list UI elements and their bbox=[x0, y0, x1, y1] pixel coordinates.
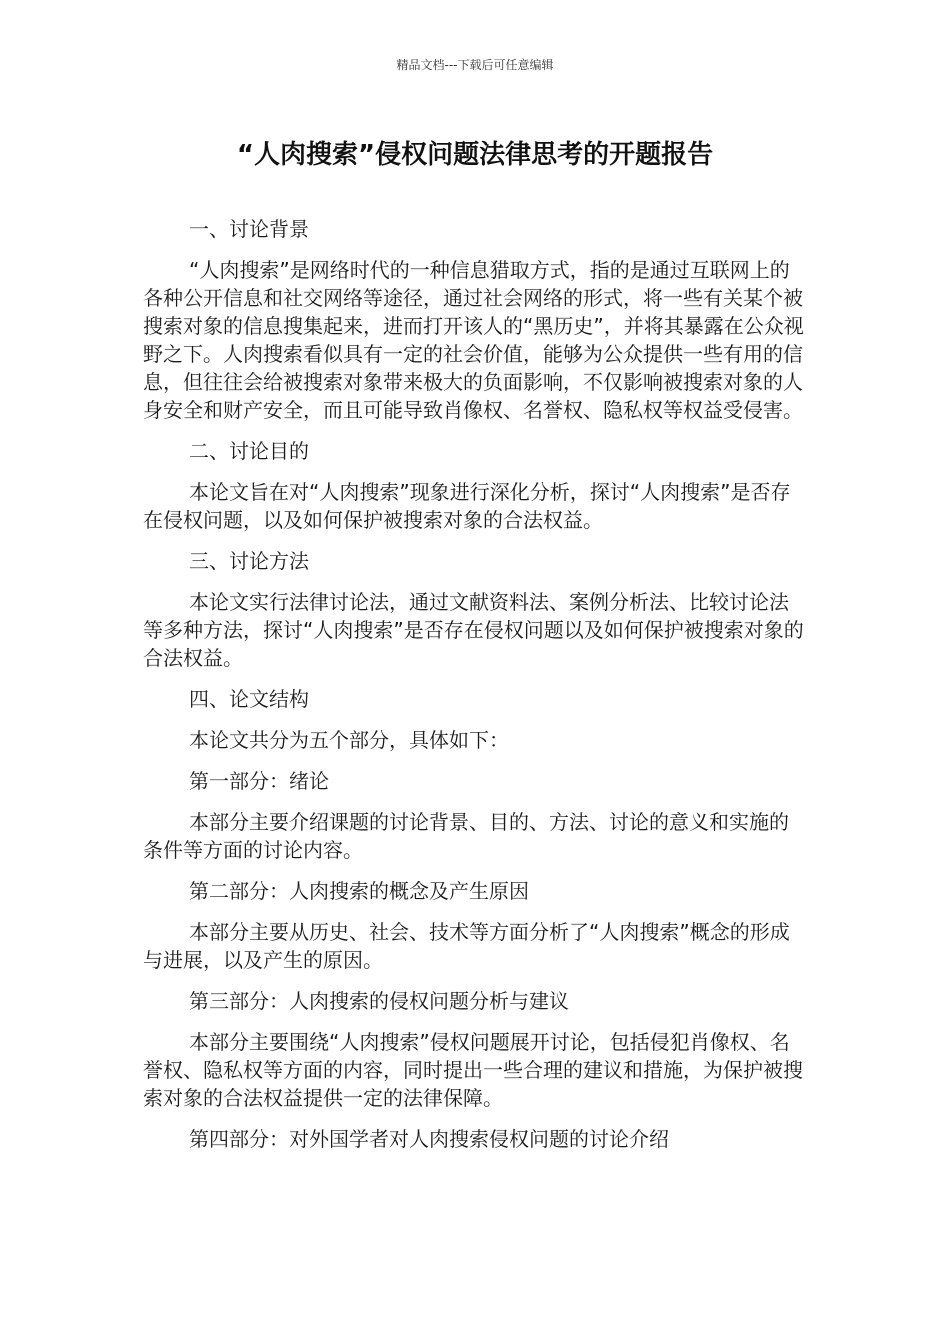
paragraph-purpose: 本论文旨在对“人肉搜索”现象进行深化分析，探讨“人肉搜索”是否存在侵权问题，以及如何保护被搜索对象的合法权益。 bbox=[143, 480, 791, 532]
section-heading-method: 三、讨论方法 bbox=[189, 549, 309, 573]
document-body bbox=[143, 215, 808, 1166]
header-note: 精品文档---下载后可任意编辑 bbox=[396, 58, 554, 72]
paragraph-background: “人肉搜索”是网络时代的一种信息猎取方式，指的是通过互联网上的各种公开信息和社交网络等途径，通过社会网络的形式，将一些有关某个被搜索对象的信息搜集起来，进而打开该人的“黑历史”，并将其暴露在公众视野之下。人肉搜索看似具有一定的社会价值，能够为公众提供一些有用的信息，但往往会给被搜索对象带来极大的负面影响，不仅影响被搜索对象的人身安全和财产安全，而且可能导致肖像权、名誉权、隐私权等权益受侵害。 bbox=[143, 258, 804, 422]
part-heading-3: 第三部分：人肉搜索的侵权问题分析与建议 bbox=[189, 989, 569, 1013]
section-heading-purpose: 二、讨论目的 bbox=[189, 439, 309, 463]
paragraph-part-2: 本部分主要从历史、社会、技术等方面分析了“人肉搜索”概念的形成与进展，以及产生的原因。 bbox=[143, 920, 790, 972]
part-heading-4: 第四部分：对外国学者对人肉搜索侵权问题的讨论介绍 bbox=[189, 1127, 669, 1151]
section-heading-background: 一、讨论背景 bbox=[189, 217, 309, 241]
part-heading-2: 第二部分：人肉搜索的概念及产生原因 bbox=[189, 879, 529, 903]
paragraph-method: 本论文实行法律讨论法，通过文献资料法、案例分析法、比较讨论法等多种方法，探讨“人肉搜索”是否存在侵权问题以及如何保护被搜索对象的合法权益。 bbox=[143, 590, 804, 670]
paragraph-part-3: 本部分主要围绕“人肉搜索”侵权问题展开讨论，包括侵犯肖像权、名誉权、隐私权等方面的内容，同时提出一些合理的建议和措施，为保护被搜索对象的合法权益提供一定的法律保障。 bbox=[143, 1030, 803, 1110]
paragraph-structure-intro: 本论文共分为五个部分，具体如下： bbox=[189, 728, 509, 752]
section-heading-structure: 四、论文结构 bbox=[189, 687, 309, 711]
part-heading-1: 第一部分：绪论 bbox=[189, 769, 329, 793]
document-title: “人肉搜索”侵权问题法律思考的开题报告 bbox=[236, 140, 714, 170]
paragraph-part-1: 本部分主要介绍课题的讨论背景、目的、方法、讨论的意义和实施的条件等方面的讨论内容。 bbox=[143, 810, 789, 862]
